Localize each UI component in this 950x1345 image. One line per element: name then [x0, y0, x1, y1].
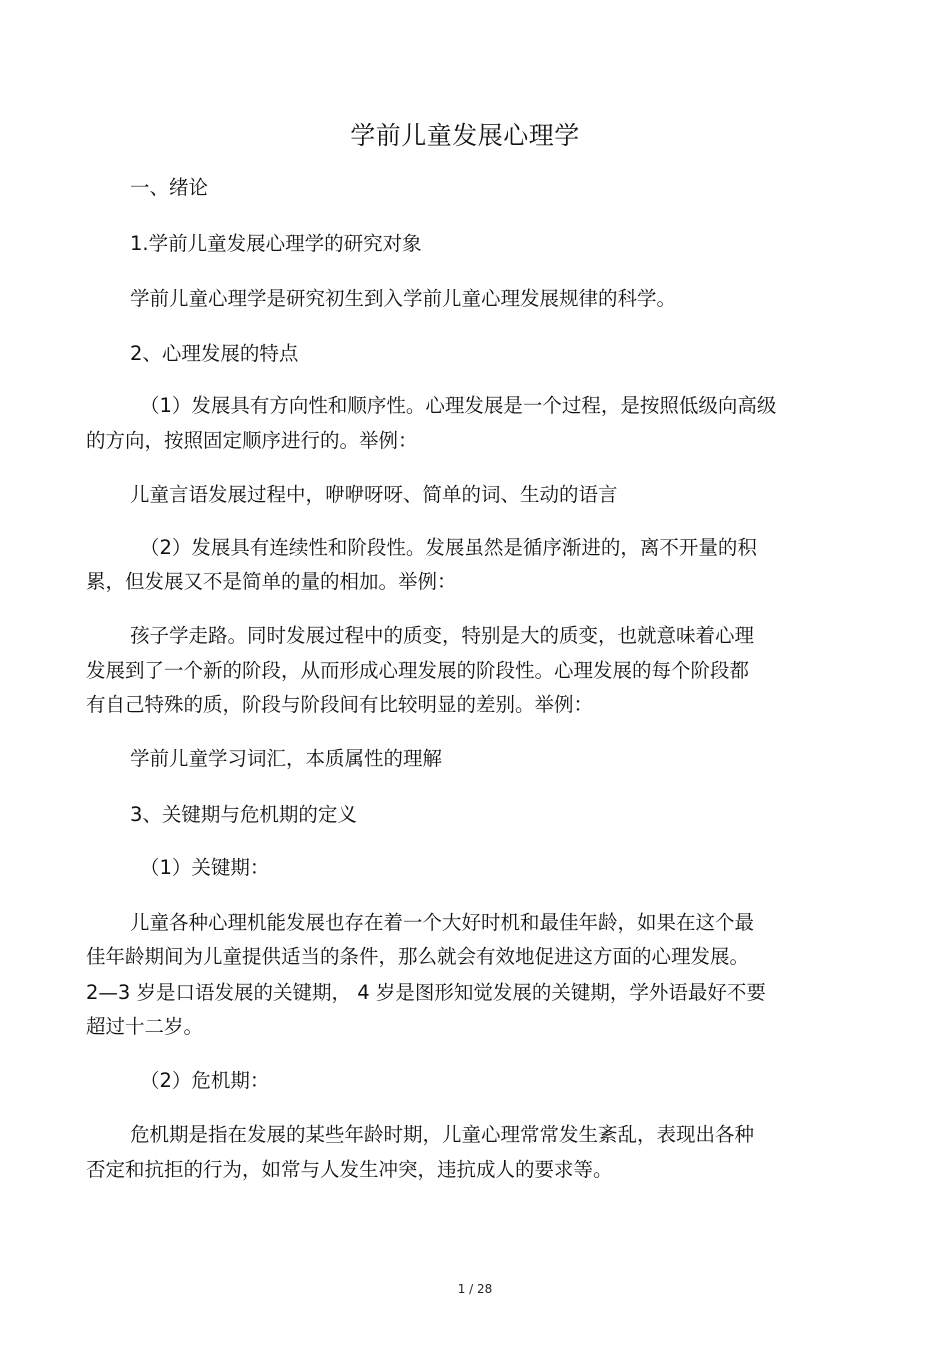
paragraph-line: 的方向，按照固定顺序进行的。举例：: [86, 429, 418, 452]
paragraph-line: 危机期是指在发展的某些年龄时期，儿童心理常常发生紊乱，表现出各种: [130, 1123, 755, 1146]
paragraph-line: 2—3 岁是口语发展的关键期， 4 岁是图形知觉发展的关键期，学外语最好不要: [86, 981, 766, 1004]
paragraph-line: （2）发展具有连续性和阶段性。发展虽然是循序渐进的，离不开量的积: [140, 536, 757, 559]
paragraph-line: 超过十二岁。: [86, 1015, 204, 1038]
paragraph-line: 学前儿童学习词汇，本质属性的理解: [130, 747, 443, 770]
paragraph-line: 儿童各种心理机能发展也存在着一个大好时机和最佳年龄，如果在这个最: [130, 911, 755, 934]
paragraph-line: 发展到了一个新的阶段，从而形成心理发展的阶段性。心理发展的每个阶段都: [86, 659, 750, 682]
paragraph-line: 儿童言语发展过程中，咿咿呀呀、简单的词、生动的语言: [130, 483, 618, 506]
page-number: 1 / 28: [457, 1282, 493, 1296]
paragraph-line: 累，但发展又不是简单的量的相加。举例：: [86, 570, 457, 593]
subsection-heading-research-object: 1.学前儿童发展心理学的研究对象: [130, 232, 422, 255]
paragraph-line: 有自己特殊的质，阶段与阶段间有比较明显的差别。举例：: [86, 693, 594, 716]
paragraph-line: 学前儿童心理学是研究初生到入学前儿童心理发展规律的科学。: [130, 287, 677, 310]
subsection-heading-critical-periods: 3、关键期与危机期的定义: [130, 803, 357, 826]
paragraph-line: 孩子学走路。同时发展过程中的质变，特别是大的质变，也就意味着心理: [130, 624, 755, 647]
paragraph-line: （2）危机期：: [140, 1069, 270, 1092]
paragraph-line: （1）关键期：: [140, 856, 270, 879]
document-title: 学前儿童发展心理学: [350, 121, 580, 150]
subsection-heading-characteristics: 2、心理发展的特点: [130, 342, 299, 365]
paragraph-line: （1）发展具有方向性和顺序性。心理发展是一个过程，是按照低级向高级: [140, 394, 777, 417]
section-heading-intro: 一、绪论: [130, 176, 209, 199]
paragraph-line: 佳年龄期间为儿童提供适当的条件，那么就会有效地促进这方面的心理发展。: [86, 945, 750, 968]
paragraph-line: 否定和抗拒的行为，如常与人发生冲突，违抗成人的要求等。: [86, 1158, 613, 1181]
